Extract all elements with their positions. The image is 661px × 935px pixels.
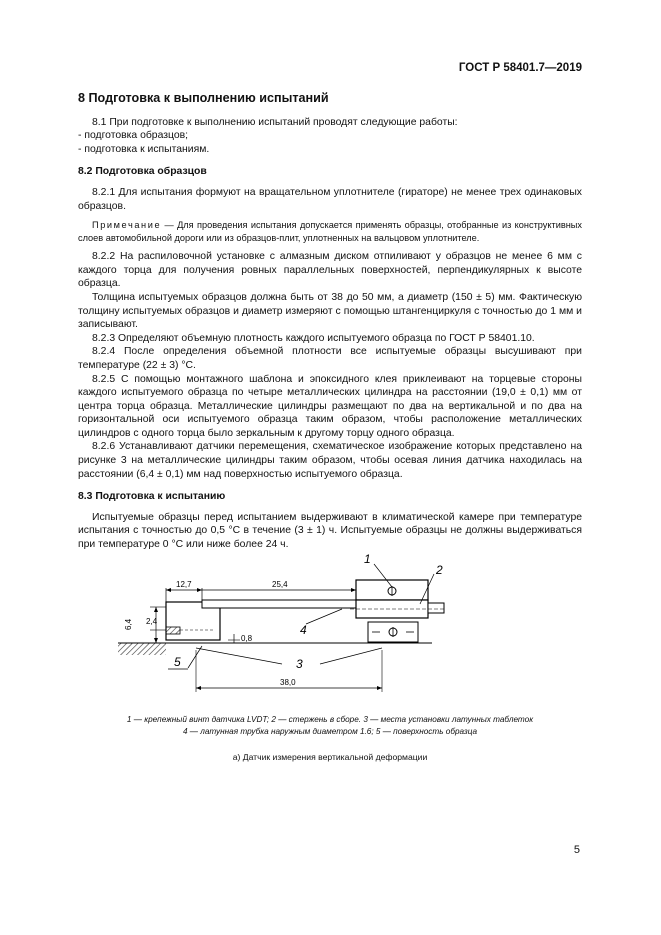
arrow [154,638,158,643]
document-header: ГОСТ Р 58401.7—2019 [458,62,582,74]
paragraph-thickness: Толщина испытуемых образцов должна быть от 38 до 50 мм, а диаметр (150 ± 5) мм. Фактическую толщину испытуемых образцов и диаметр измеряют с помощью штангенциркуля с точностью до 1 мм и записывают. [78,291,582,331]
paragraph-8-2-3: 8.2.3 Определяют объемную плотность каждого испытуемого образца по ГОСТ Р 58401.10. [92,332,535,344]
label-4: 4 [300,623,307,637]
dim-38-0: 38,0 [280,678,296,687]
leader-5 [188,646,202,668]
figure-caption [78,714,582,737]
sample-hatch [118,643,166,655]
label-2: 2 [436,563,443,577]
arrow [154,607,158,612]
arrow [196,686,201,690]
dim-2-4: 2,4 [146,617,158,626]
dim-25-4: 25,4 [272,580,288,589]
paragraph-8-2-6: 8.2.6 Устанавливают датчики перемещения, схематическое изображение которых представлено на рисунке 3 на металлические цилиндры таким образом, чтобы осевая линия датчика находилась на расстоянии (6,4 ± 0,1) мм над поверхностью испытуемого образца. [78,441,582,480]
list-item: - подготовка образцов; [78,130,189,142]
note [78,219,582,244]
section-8-3-title: 8.3 Подготовка к испытанию [78,491,226,503]
caption-line: 1 — крепежный винт датчика LVDT; 2 — стержень в сборе. 3 — места установки латунных таблеток [126,715,534,724]
section-8-2-title: 8.2 Подготовка образцов [78,166,207,178]
paragraph-8-2-4: 8.2.4 После определения объемной плотности все испытуемые образцы высушивают при температуре (22 ± 3) °С. [78,346,582,371]
rod-end [428,603,444,613]
leader-3 [320,648,382,664]
arrow [197,588,202,592]
page-number: 5 [573,844,580,856]
brass-tablet [166,627,180,634]
paragraph-8-3: Испытуемые образцы перед испытанием выдерживают в климатической камере при температуре испытания с точностью до 0,5 °С в течение (3 ± 1) ч. Испытуемые образцы не должны выдерживаться при температуре 0 °С или ниже более 24 ч. [78,511,582,551]
lvdt-figure [110,552,450,692]
dim-6-4: 6,4 [124,618,133,630]
dim-12-7: 12,7 [176,580,192,589]
brass-tube [202,600,360,608]
figure-subcaption: а) Датчик измерения вертикальной деформации [232,752,428,762]
preparation-list [78,129,582,156]
list-item: - подготовка к испытаниям. [78,143,210,155]
section-8-title: 8 Подготовка к выполнению испытаний [78,91,329,105]
label-1: 1 [364,552,371,566]
arrow [166,588,171,592]
paragraph-8-2-5: 8.2.5 С помощью монтажного шаблона и эпоксидного клея приклеивают на торцевые стороны каждого испытуемого образца по четыре металлических цилиндра на расстоянии (19,0 ± 0,1) мм от центра торца образца. Металлические цилиндры размещают по два на вертикальной и по два на горизонтальной оси испытуемого образца таким образом, чтобы расположение металлических цилиндров с одного торца было зеркальным к другому торцу одного образца. [78,373,582,439]
paragraph-8-2-2: 8.2.2 На распиловочной установке с алмазным диском отпиливают у образцов не менее 6 мм с каждого торца для получения ровных параллельных поверхностей, перпендикулярных к высоте образца. [78,251,582,290]
arrow [377,686,382,690]
note-label: Примечание [92,220,162,231]
note-text: — Для проведения испытания допускается применять образцы, отобранные из конструктивных слоев автомобильной дороги или из образцов-плит, уплотненных на вальцовом уплотнителе. [78,220,582,243]
leader-4 [306,609,342,624]
lvdt-diagram [110,552,450,692]
dim-0-8: 0,8 [241,634,253,643]
arrow [351,588,356,592]
leader-3 [196,648,282,664]
paragraph-8-2-1: 8.2.1 Для испытания формуют на вращательном уплотнителе (гираторе) не менее трех одинаковых образцов. [78,186,582,212]
caption-line: 4 — латунная трубка наружным диаметром 1.6; 5 — поверхность образца [182,726,478,736]
label-3: 3 [296,657,303,671]
paragraph-8-1: 8.1 При подготовке к выполнению испытаний проводят следующие работы: [92,116,458,128]
page-content [78,92,582,552]
label-5: 5 [174,655,181,669]
